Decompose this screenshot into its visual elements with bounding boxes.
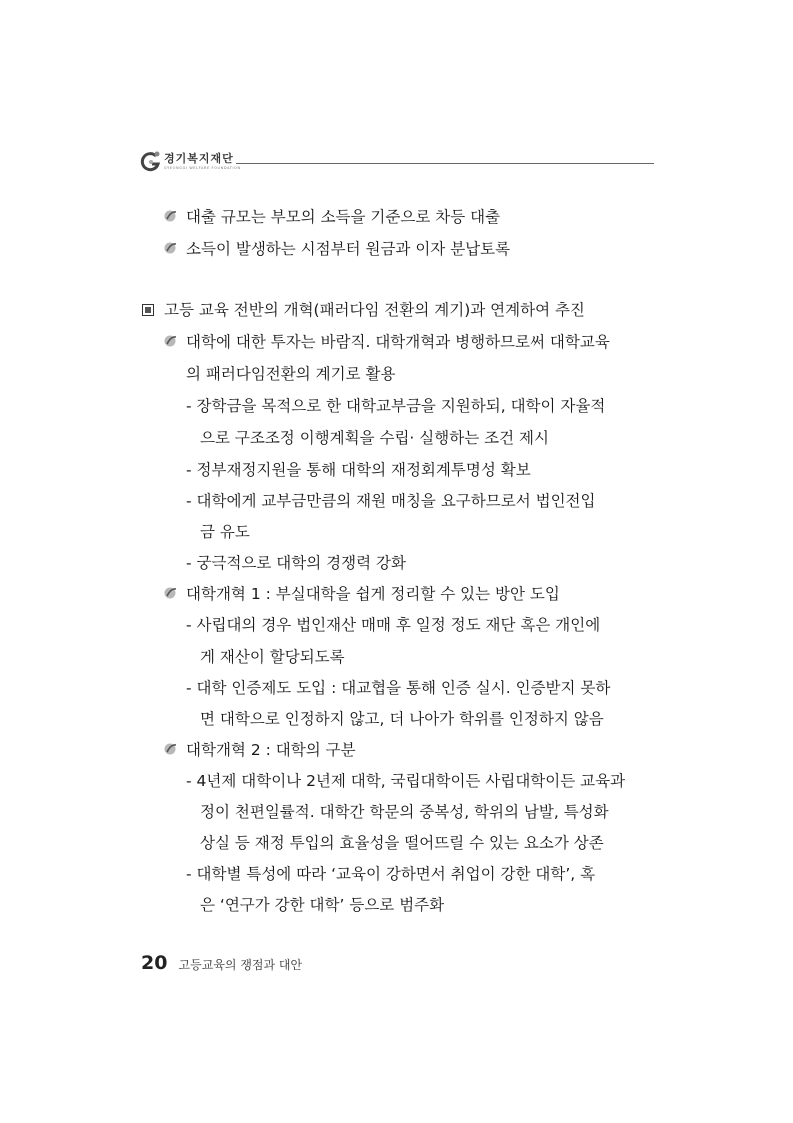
dash-item-continued: 면 대학으로 인정하지 않고, 더 나아가 학위를 인정하지 않음 [200,710,604,728]
bullet-text: 대학개혁 2 : 대학의 구분 [186,741,356,759]
page-number: 20 [141,952,168,974]
leaf-bullet-icon [163,241,178,256]
header-rule [236,163,654,164]
bullet-text: 소득이 발생하는 시점부터 원금과 이자 분납토록 [186,240,511,258]
dash-item: - 대학별 특성에 따라 ‘교육이 강하면서 취업이 강한 대학’, 혹 [186,865,596,883]
dash-item: - 4년제 대학이나 2년제 대학, 국립대학이든 사립대학이든 교육과 [186,772,626,790]
page-footer [141,952,302,974]
dash-item: - 궁극적으로 대학의 경쟁력 강화 [186,554,406,572]
leaf-bullet-icon [163,586,178,601]
dash-item-continued: 으로 구조조정 이행계획을 수립· 실행하는 조건 제시 [200,429,549,447]
leaf-bullet-icon [163,209,178,224]
dash-item-continued: 게 재산이 할당되도록 [200,648,345,666]
book-title: 고등교육의 쟁점과 대안 [178,958,303,972]
section-heading: 고등 교육 전반의 개혁(패러다임 전환의 계기)과 연계하여 추진 [164,301,585,319]
bullet-text: 대학개혁 1 : 부실대학을 쉽게 정리할 수 있는 방안 도입 [186,585,560,603]
logo-text: 경기복지재단 [164,152,234,165]
square-bullet-icon [142,304,154,316]
dash-item: - 장학금을 목적으로 한 대학교부금을 지원하되, 대학이 자율적 [186,397,606,415]
logo-subtext: GYEONGGI WELFARE FOUNDATION [164,166,241,170]
dash-item-continued: 금 유도 [200,523,250,541]
bullet-text: 대학에 대한 투자는 바람직. 대학개혁과 병행하므로써 대학교육 [186,333,610,351]
dash-item-continued: 은 ‘연구가 강한 대학’ 등으로 범주화 [200,896,445,914]
bullet-text-continued: 의 패러다임전환의 계기로 활용 [186,365,396,383]
dash-item-continued: 상실 등 재정 투입의 효율성을 떨어뜨릴 수 있는 요소가 상존 [200,834,604,852]
dash-item-continued: 정이 천편일률적. 대학간 학문의 중복성, 학위의 남발, 특성화 [200,803,609,821]
dash-item: - 대학 인증제도 도입 : 대교협을 통해 인증 실시. 인증받지 못하 [186,679,611,697]
foundation-logo-icon [140,150,162,172]
page-header [140,148,654,176]
dash-item: - 사립대의 경우 법인재산 매매 후 일정 정도 재단 혹은 개인에 [186,616,601,634]
dash-item: - 정부재정지원을 통해 대학의 재정회계투명성 확보 [186,461,531,479]
bullet-text: 대출 규모는 부모의 소득을 기준으로 차등 대출 [186,208,501,226]
leaf-bullet-icon [163,334,178,349]
dash-item: - 대학에게 교부금만큼의 재원 매칭을 요구하므로서 법인전입 [186,492,596,510]
leaf-bullet-icon [163,742,178,757]
